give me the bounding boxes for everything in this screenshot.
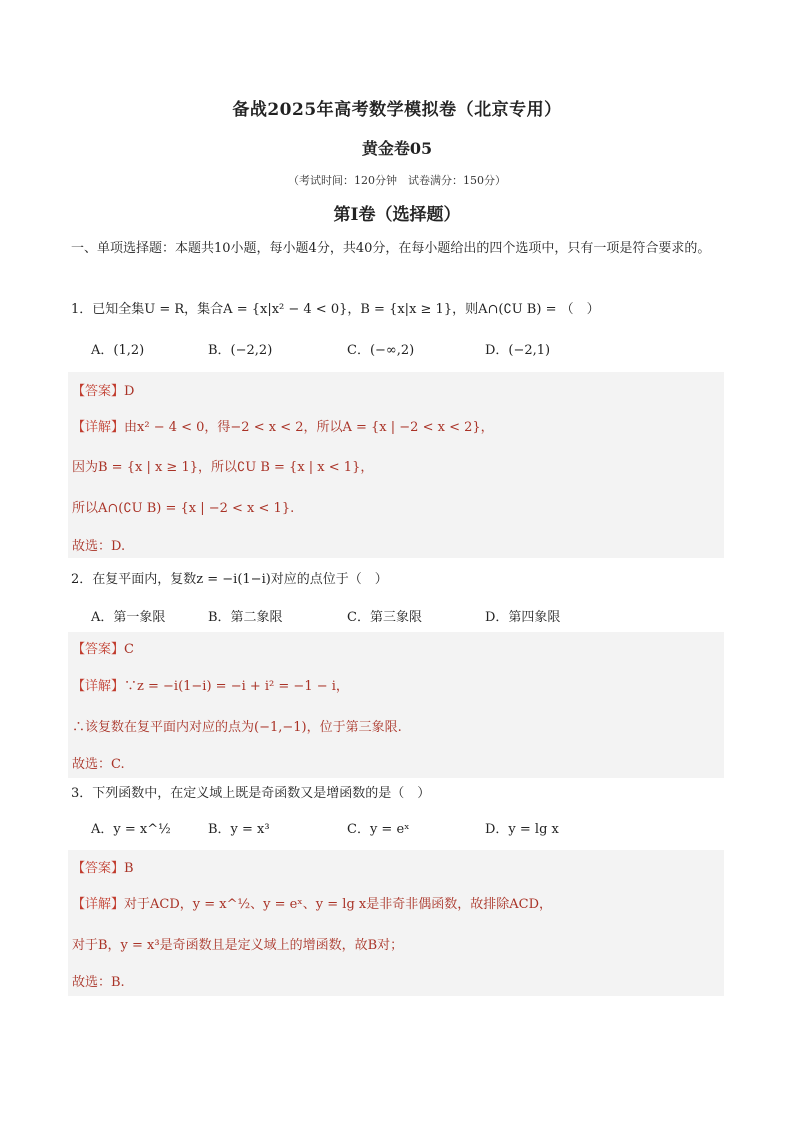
question-1-option-a: A．(1,2) [91,343,145,358]
section-instructions: 一、单项选择题：本题共10小题，每小题4分，共40分，在每小题给出的四个选项中，只有一项是符合要求的。 [71,241,711,256]
question-1-answer-box [68,372,724,558]
document-subtitle: 黄金卷05 [361,139,433,158]
answer-value: B [124,861,134,876]
question-2-answer-box [68,632,724,778]
question-2-detail-line-2: ∴该复数在复平面内对应的点为(−1,−1)，位于第三象限. [72,720,402,735]
question-3-option-b: B．y = x³ [208,822,270,837]
question-1-stem: 1．已知全集U = R，集合A = {x|x² − 4 < 0}，B = {x|x ≥ 1}，则A∩(∁U B) = （ ） [71,302,600,317]
question-1-detail-line-1 [72,416,494,435]
question-3-option-c: C．y = eˣ [347,822,410,837]
answer-tag: 【答案】 [72,861,125,876]
question-2-stem: 2．在复平面内，复数z = −i(1−i)对应的点位于（ ） [71,572,388,587]
answer-tag: 【答案】 [72,384,125,399]
question-2-options [71,607,723,629]
question-2-option-c: C．第三象限 [347,610,422,625]
question-3-detail-line-1 [72,893,552,912]
question-2-option-b: B．第二象限 [208,610,283,625]
question-3-option-d: D．y = lg x [485,822,559,837]
detail-tag: 【详解】 [72,897,125,912]
detail-text: 由x² − 4 < 0，得−2 < x < 2，所以A = {x | −2 < x < 2}， [124,420,494,435]
question-1-final: 故选：D. [72,539,126,554]
document-title: 备战2025年高考数学模拟卷（北京专用） [232,100,562,120]
question-1-option-c: C．(−∞,2) [347,343,415,358]
detail-tag: 【详解】 [72,679,125,694]
question-3-answer-box [68,850,724,996]
question-1-detail-line-2: 因为B = {x | x ≥ 1}，所以∁U B = {x | x < 1}， [72,460,374,475]
question-2-answer [72,638,134,657]
question-1-options [71,340,723,362]
question-1-answer [72,380,134,399]
question-1-detail-line-3: 所以A∩(∁U B) = {x | −2 < x < 1}. [72,501,295,516]
question-3-final: 故选：B. [72,975,125,990]
answer-value: C [124,642,134,657]
question-2-option-d: D．第四象限 [485,610,561,625]
question-3-detail-line-2: 对于B，y = x³是奇函数且是定义域上的增函数，故B对； [72,938,404,953]
question-2-option-a: A．第一象限 [91,610,166,625]
question-3-stem: 3．下列函数中，在定义域上既是奇函数又是增函数的是（ ） [71,786,431,801]
answer-tag: 【答案】 [72,642,125,657]
detail-text: 对于ACD，y = x^½、y = eˣ、y = lg x是非奇非偶函数，故排除ACD， [124,897,553,912]
question-1-option-d: D．(−2,1) [485,343,551,358]
detail-text: ∵z = −i(1−i) = −i + i² = −1 − i， [124,679,349,694]
detail-tag: 【详解】 [72,420,125,435]
question-2-detail-line-1 [72,675,349,694]
answer-value: D [124,384,135,399]
question-3-option-a: A．y = x^½ [91,822,171,837]
question-3-options [71,819,723,841]
exam-info: （考试时间：120分钟 试卷满分：150分） [288,174,506,187]
question-3-answer [72,857,134,876]
section-title: 第I卷（选择题） [333,205,461,225]
question-1-option-b: B．(−2,2) [208,343,273,358]
question-2-final: 故选：C. [72,757,125,772]
